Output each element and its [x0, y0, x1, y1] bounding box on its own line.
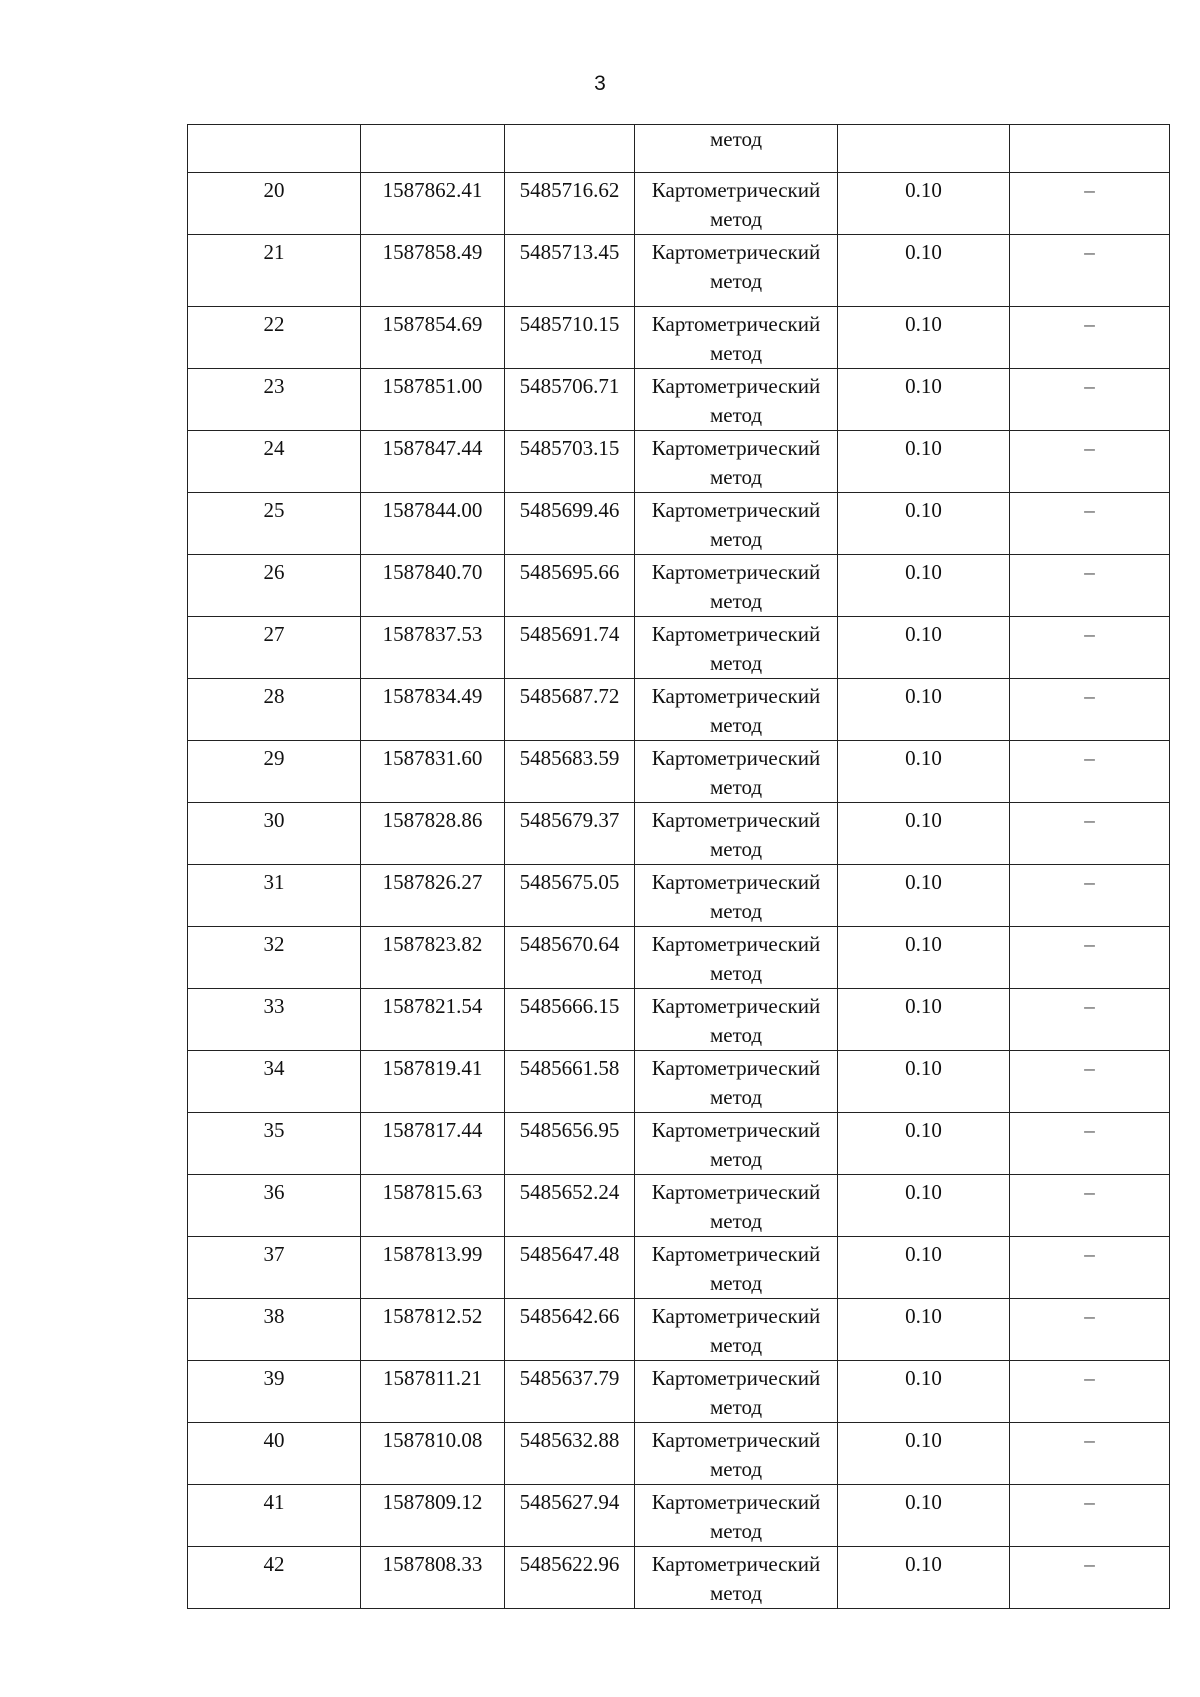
cell-note: – [1010, 235, 1170, 307]
cell-method [635, 1113, 838, 1175]
cell-accuracy: 0.10 [838, 173, 1010, 235]
method-line-2: метод [709, 527, 763, 551]
cell-accuracy: 0.10 [838, 1175, 1010, 1237]
cell-y: 5485687.72 [505, 679, 635, 741]
cell-accuracy: 0.10 [838, 741, 1010, 803]
cell-number: 33 [188, 989, 361, 1051]
coordinates-table [187, 124, 1170, 1609]
cell-method [635, 1361, 838, 1423]
cell-method [635, 741, 838, 803]
cell-method [635, 1547, 838, 1609]
cell-number: 22 [188, 307, 361, 369]
table-row [188, 173, 1170, 235]
cell-y: 5485683.59 [505, 741, 635, 803]
cell-note: – [1010, 369, 1170, 431]
cell-method [635, 865, 838, 927]
cell-y [505, 125, 635, 173]
cell-number: 42 [188, 1547, 361, 1609]
cell-y: 5485627.94 [505, 1485, 635, 1547]
cell-y: 5485652.24 [505, 1175, 635, 1237]
cell-accuracy: 0.10 [838, 927, 1010, 989]
cell-note: – [1010, 1113, 1170, 1175]
table-row [188, 555, 1170, 617]
cell-accuracy: 0.10 [838, 555, 1010, 617]
table-row [188, 235, 1170, 307]
cell-x: 1587831.60 [361, 741, 505, 803]
cell-method [635, 1237, 838, 1299]
table-row [188, 431, 1170, 493]
cell-x: 1587821.54 [361, 989, 505, 1051]
method-line-2: метод [709, 713, 763, 737]
cell-number: 41 [188, 1485, 361, 1547]
method-line-1: Картометрический [651, 374, 821, 398]
cell-number: 36 [188, 1175, 361, 1237]
cell-x: 1587813.99 [361, 1237, 505, 1299]
cell-x: 1587815.63 [361, 1175, 505, 1237]
method-line-2: метод [709, 899, 763, 923]
method-line-1: Картометрический [651, 1366, 821, 1390]
cell-number [188, 125, 361, 173]
cell-x: 1587851.00 [361, 369, 505, 431]
cell-note: – [1010, 927, 1170, 989]
cell-y: 5485716.62 [505, 173, 635, 235]
cell-accuracy: 0.10 [838, 493, 1010, 555]
cell-note: – [1010, 741, 1170, 803]
table-row [188, 617, 1170, 679]
cell-y: 5485691.74 [505, 617, 635, 679]
method-line-2: метод [709, 651, 763, 675]
cell-accuracy: 0.10 [838, 235, 1010, 307]
cell-method [635, 493, 838, 555]
table-row [188, 865, 1170, 927]
cell-y: 5485647.48 [505, 1237, 635, 1299]
cell-number: 21 [188, 235, 361, 307]
method-line-2: метод [709, 1147, 763, 1171]
cell-x: 1587826.27 [361, 865, 505, 927]
cell-note: – [1010, 989, 1170, 1051]
cell-number: 25 [188, 493, 361, 555]
method-line-2: метод [709, 207, 763, 231]
table-row [188, 1361, 1170, 1423]
cell-y: 5485713.45 [505, 235, 635, 307]
cell-accuracy: 0.10 [838, 1423, 1010, 1485]
cell-number: 23 [188, 369, 361, 431]
cell-method [635, 617, 838, 679]
cell-method [635, 235, 838, 307]
cell-number: 40 [188, 1423, 361, 1485]
cell-number: 27 [188, 617, 361, 679]
table-row [188, 1485, 1170, 1547]
cell-x: 1587834.49 [361, 679, 505, 741]
cell-accuracy: 0.10 [838, 1113, 1010, 1175]
method-line-1: Картометрический [651, 746, 821, 770]
method-line-1: Картометрический [651, 1242, 821, 1266]
cell-accuracy: 0.10 [838, 1237, 1010, 1299]
cell-note: – [1010, 617, 1170, 679]
cell-number: 34 [188, 1051, 361, 1113]
cell-note: – [1010, 679, 1170, 741]
method-line-1: Картометрический [651, 1490, 821, 1514]
cell-number: 30 [188, 803, 361, 865]
cell-method: метод [635, 125, 838, 173]
cell-method [635, 1299, 838, 1361]
cell-method [635, 431, 838, 493]
cell-y: 5485675.05 [505, 865, 635, 927]
method-line-2: метод [709, 465, 763, 489]
table-row [188, 927, 1170, 989]
cell-x: 1587840.70 [361, 555, 505, 617]
method-line-1: Картометрический [651, 1056, 821, 1080]
method-line-1: Картометрический [651, 870, 821, 894]
cell-method [635, 1051, 838, 1113]
cell-method [635, 679, 838, 741]
cell-note: – [1010, 1175, 1170, 1237]
cell-accuracy: 0.10 [838, 617, 1010, 679]
cell-y: 5485656.95 [505, 1113, 635, 1175]
cell-x: 1587844.00 [361, 493, 505, 555]
method-line-1: Картометрический [651, 1552, 821, 1576]
cell-x: 1587854.69 [361, 307, 505, 369]
cell-accuracy: 0.10 [838, 865, 1010, 927]
cell-note: – [1010, 173, 1170, 235]
cell-y: 5485661.58 [505, 1051, 635, 1113]
table-row [188, 1051, 1170, 1113]
cell-y: 5485703.15 [505, 431, 635, 493]
cell-y: 5485632.88 [505, 1423, 635, 1485]
method-line-1: Картометрический [651, 560, 821, 584]
cell-accuracy: 0.10 [838, 1051, 1010, 1113]
cell-accuracy: 0.10 [838, 1299, 1010, 1361]
table-row [188, 1299, 1170, 1361]
cell-number: 39 [188, 1361, 361, 1423]
cell-accuracy: 0.10 [838, 679, 1010, 741]
cell-y: 5485695.66 [505, 555, 635, 617]
table-row [188, 1113, 1170, 1175]
table-row [188, 1175, 1170, 1237]
table-row [188, 679, 1170, 741]
method-line-1: Картометрический [651, 622, 821, 646]
cell-note: – [1010, 1485, 1170, 1547]
cell-x: 1587823.82 [361, 927, 505, 989]
cell-note: – [1010, 803, 1170, 865]
table-row [188, 493, 1170, 555]
cell-note: – [1010, 1547, 1170, 1609]
method-line-2: метод [709, 1395, 763, 1419]
continuation-row [188, 125, 1170, 173]
cell-x [361, 125, 505, 173]
method-line-2: метод [709, 1333, 763, 1357]
cell-y: 5485699.46 [505, 493, 635, 555]
cell-accuracy: 0.10 [838, 1547, 1010, 1609]
cell-x: 1587817.44 [361, 1113, 505, 1175]
cell-method [635, 307, 838, 369]
cell-number: 20 [188, 173, 361, 235]
method-line-1: Картометрический [651, 808, 821, 832]
page-number: 3 [594, 72, 606, 95]
cell-x: 1587808.33 [361, 1547, 505, 1609]
method-line-2: метод [709, 1519, 763, 1543]
cell-accuracy: 0.10 [838, 307, 1010, 369]
method-line-2: метод [709, 1085, 763, 1109]
cell-number: 37 [188, 1237, 361, 1299]
cell-number: 35 [188, 1113, 361, 1175]
cell-accuracy: 0.10 [838, 431, 1010, 493]
method-line-2: метод [709, 269, 763, 293]
table-row [188, 1547, 1170, 1609]
cell-accuracy: 0.10 [838, 1361, 1010, 1423]
method-line-2: метод [709, 775, 763, 799]
cell-number: 38 [188, 1299, 361, 1361]
method-line-2: метод [709, 961, 763, 985]
table-row [188, 307, 1170, 369]
cell-method [635, 927, 838, 989]
method-line-1: Картометрический [651, 240, 821, 264]
method-line-2: метод [709, 403, 763, 427]
cell-y: 5485622.96 [505, 1547, 635, 1609]
cell-note [1010, 125, 1170, 173]
method-line-1: Картометрический [651, 1428, 821, 1452]
table-row [188, 1423, 1170, 1485]
cell-note: – [1010, 307, 1170, 369]
cell-y: 5485637.79 [505, 1361, 635, 1423]
table-row [188, 989, 1170, 1051]
cell-x: 1587819.41 [361, 1051, 505, 1113]
cell-method [635, 1423, 838, 1485]
cell-note: – [1010, 865, 1170, 927]
method-line-1: Картометрический [651, 994, 821, 1018]
cell-number: 31 [188, 865, 361, 927]
method-line-2: метод [709, 1271, 763, 1295]
method-line-1: Картометрический [651, 1180, 821, 1204]
method-line-1: Картометрический [651, 178, 821, 202]
cell-note: – [1010, 1051, 1170, 1113]
cell-y: 5485710.15 [505, 307, 635, 369]
cell-x: 1587862.41 [361, 173, 505, 235]
cell-accuracy: 0.10 [838, 989, 1010, 1051]
method-line-2: метод [709, 1457, 763, 1481]
method-line-1: Картометрический [651, 312, 821, 336]
cell-y: 5485706.71 [505, 369, 635, 431]
cell-method [635, 1485, 838, 1547]
cell-note: – [1010, 493, 1170, 555]
table-row [188, 369, 1170, 431]
cell-x: 1587847.44 [361, 431, 505, 493]
cell-note: – [1010, 431, 1170, 493]
method-line-1: Картометрический [651, 1304, 821, 1328]
cell-accuracy: 0.10 [838, 803, 1010, 865]
cell-accuracy [838, 125, 1010, 173]
cell-x: 1587828.86 [361, 803, 505, 865]
cell-y: 5485666.15 [505, 989, 635, 1051]
cell-number: 24 [188, 431, 361, 493]
cell-x: 1587811.21 [361, 1361, 505, 1423]
cell-y: 5485670.64 [505, 927, 635, 989]
cell-y: 5485642.66 [505, 1299, 635, 1361]
cell-x: 1587810.08 [361, 1423, 505, 1485]
method-line-2: метод [709, 341, 763, 365]
cell-x: 1587837.53 [361, 617, 505, 679]
cell-x: 1587809.12 [361, 1485, 505, 1547]
cell-number: 32 [188, 927, 361, 989]
method-line-1: Картометрический [651, 932, 821, 956]
cell-accuracy: 0.10 [838, 369, 1010, 431]
method-line-2: метод [709, 837, 763, 861]
table-row [188, 803, 1170, 865]
cell-y: 5485679.37 [505, 803, 635, 865]
cell-method [635, 369, 838, 431]
cell-method [635, 803, 838, 865]
method-line-2: метод [709, 1209, 763, 1233]
cell-number: 28 [188, 679, 361, 741]
cell-number: 26 [188, 555, 361, 617]
cell-note: – [1010, 1237, 1170, 1299]
cell-method [635, 989, 838, 1051]
method-line-2: метод [709, 1023, 763, 1047]
table-row [188, 741, 1170, 803]
cell-x: 1587858.49 [361, 235, 505, 307]
method-line-1: Картометрический [651, 436, 821, 460]
cell-method [635, 1175, 838, 1237]
method-line-1: Картометрический [651, 684, 821, 708]
cell-note: – [1010, 1361, 1170, 1423]
method-line-1: Картометрический [651, 1118, 821, 1142]
cell-x: 1587812.52 [361, 1299, 505, 1361]
cell-note: – [1010, 1299, 1170, 1361]
cell-method [635, 173, 838, 235]
cell-accuracy: 0.10 [838, 1485, 1010, 1547]
method-line-1: Картометрический [651, 498, 821, 522]
method-line-2: метод [709, 589, 763, 613]
method-line-2: метод [709, 1581, 763, 1605]
cell-method [635, 555, 838, 617]
cell-note: – [1010, 1423, 1170, 1485]
cell-note: – [1010, 555, 1170, 617]
coordinates-table-body [188, 125, 1170, 1609]
cell-number: 29 [188, 741, 361, 803]
table-row [188, 1237, 1170, 1299]
